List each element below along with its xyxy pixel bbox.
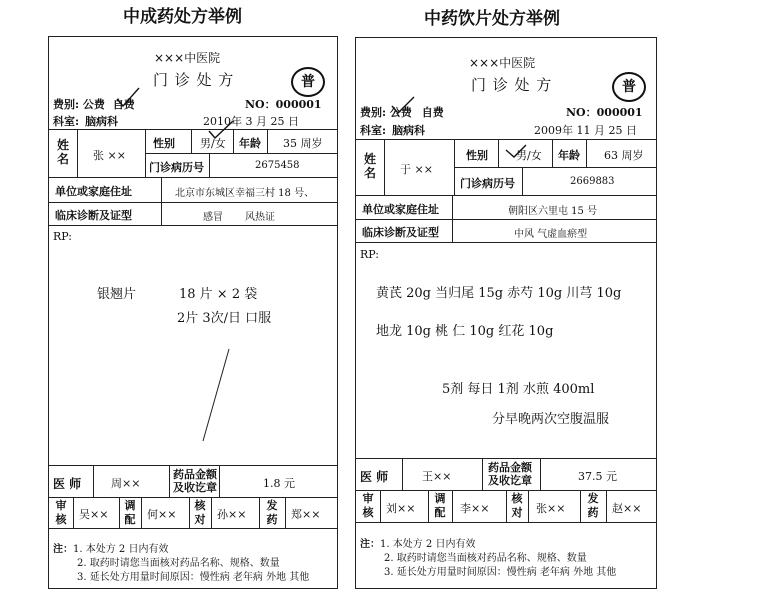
right-name-label xyxy=(363,152,377,180)
left-fee-public: 公费 xyxy=(82,98,105,111)
right-title: 门 诊 处 方 xyxy=(471,76,553,94)
left-age-value: 35 周岁 xyxy=(283,137,323,150)
left-issue-value: 郑×× xyxy=(291,508,321,521)
right-review-label-1: 审 xyxy=(362,492,374,505)
left-rx-line1-qty: 18 片 × 2 袋 xyxy=(179,287,258,302)
right-review-label-2: 核 xyxy=(362,506,374,519)
right-rx-line1: 黄芪 20g 当归尾 15g 赤芍 10g 川芎 10g xyxy=(376,286,622,301)
left-rx-line1-name: 银翘片 xyxy=(97,287,137,302)
left-rx-line2: 2片 3次/日 口服 xyxy=(177,311,272,326)
left-dispense-label-2: 配 xyxy=(124,513,136,526)
right-note-head: 注： xyxy=(360,539,380,550)
right-dispense-label-1: 调 xyxy=(434,492,446,505)
left-name-label-2: 名 xyxy=(56,152,69,166)
right-dispense-label xyxy=(433,492,447,520)
right-check-label xyxy=(510,492,524,520)
right-note-3: 3. 延长处方用量时间原因：慢性病 老年病 外地 其他 xyxy=(384,567,617,578)
left-issue-label xyxy=(265,499,279,527)
left-doctor-value: 周×× xyxy=(111,477,141,490)
left-record-value: 2675458 xyxy=(255,160,300,171)
right-amount-label-1: 药品金额 xyxy=(488,461,532,474)
right-review-label xyxy=(361,492,375,520)
right-dept xyxy=(360,122,425,138)
right-name-value: 于 ×× xyxy=(400,163,433,176)
left-name-label xyxy=(56,138,70,166)
right-issue-value: 赵×× xyxy=(612,502,642,515)
right-rp: RP: xyxy=(360,248,379,261)
right-review-value: 刘×× xyxy=(386,502,416,515)
left-doctor-label: 医 师 xyxy=(53,477,82,491)
left-amount-label xyxy=(173,468,217,494)
right-sex-check-icon xyxy=(504,142,528,160)
left-void-slash xyxy=(199,347,233,443)
left-issue-label-1: 发 xyxy=(266,499,278,512)
left-note-head: 注： xyxy=(53,544,73,555)
left-record-label: 门诊病历号 xyxy=(149,161,204,174)
right-heading: 中药饮片处方举例 xyxy=(424,9,560,29)
right-fee-check-icon xyxy=(390,94,416,116)
right-name-label-2: 名 xyxy=(363,166,376,180)
right-note-1: 1. 本处方 2 日内有效 xyxy=(380,539,476,550)
left-check-label-2: 对 xyxy=(194,513,206,526)
left-no-label: NO： xyxy=(245,98,276,111)
left-check-label-1: 核 xyxy=(194,499,206,512)
left-diag-label: 临床诊断及证型 xyxy=(55,209,132,222)
right-diag-label: 临床诊断及证型 xyxy=(362,226,439,239)
left-name-value: 张 ×× xyxy=(93,149,126,162)
left-dispense-label-1: 调 xyxy=(124,499,136,512)
left-check-value: 孙×× xyxy=(217,508,247,521)
right-amount-value: 37.5 元 xyxy=(578,470,617,483)
left-amount-value: 1.8 元 xyxy=(263,477,295,490)
left-address-label: 单位或家庭住址 xyxy=(55,185,132,198)
right-rx-line2: 地龙 10g 桃 仁 10g 红花 10g xyxy=(376,324,554,339)
left-dept xyxy=(53,113,118,129)
right-amount-label xyxy=(488,461,532,487)
right-no-value: 000001 xyxy=(596,106,643,119)
left-note-1: 1. 本处方 2 日内有效 xyxy=(73,544,169,555)
right-address-label: 单位或家庭住址 xyxy=(362,203,439,216)
right-rx-line4: 分早晚两次空腹温服 xyxy=(492,412,610,427)
right-hospital: ×××中医院 xyxy=(469,56,536,70)
right-doctor-label: 医 师 xyxy=(360,470,389,484)
right-fee-public: 公费 xyxy=(389,106,412,119)
left-dept-value: 脑病科 xyxy=(85,115,119,128)
right-prescription xyxy=(355,37,657,589)
right-address-value: 朝阳区六里屯 15 号 xyxy=(508,206,598,217)
right-dispense-value: 李×× xyxy=(460,502,490,515)
right-check-label-1: 核 xyxy=(511,492,523,505)
left-address-value: 北京市东城区幸福三村 18 号、 xyxy=(175,188,315,199)
left-dispense-label xyxy=(123,499,137,527)
left-check-label xyxy=(193,499,207,527)
right-sex-value: 男/女 xyxy=(516,149,542,162)
left-review-label-2: 核 xyxy=(55,513,67,526)
right-name-label-1: 姓 xyxy=(363,152,376,166)
right-issue-label-2: 药 xyxy=(587,506,599,519)
right-age-label: 年龄 xyxy=(558,149,580,162)
right-check-value: 张×× xyxy=(536,502,566,515)
right-diag-value: 中风 气虚血瘀型 xyxy=(514,229,588,240)
right-fee-label: 费别: xyxy=(360,106,387,119)
left-fee-self: 自费 xyxy=(112,98,135,111)
left-no xyxy=(245,96,322,112)
right-age-value: 63 周岁 xyxy=(604,149,644,162)
right-no-label: NO： xyxy=(566,106,597,119)
left-fee-check-icon xyxy=(112,85,141,111)
right-record-label: 门诊病历号 xyxy=(460,177,515,190)
right-rx-line3: 5剂 每日 1剂 水煎 400ml xyxy=(442,382,595,397)
right-note-2: 2. 取药时请您当面核对药品名称、规格、数量 xyxy=(384,553,587,564)
left-name-label-1: 姓 xyxy=(56,138,69,152)
left-issue-label-2: 药 xyxy=(266,513,278,526)
right-dept-value: 脑病科 xyxy=(392,124,426,137)
left-dispense-value: 何×× xyxy=(147,508,177,521)
right-sex-label: 性别 xyxy=(466,149,488,162)
left-fee-label: 费别: xyxy=(53,98,80,111)
left-review-label xyxy=(54,499,68,527)
left-review-value: 吴×× xyxy=(79,508,109,521)
right-date: 2009年 11 月 25 日 xyxy=(534,124,637,137)
left-hospital: ×××中医院 xyxy=(154,51,221,65)
right-check-label-2: 对 xyxy=(511,506,523,519)
right-fee-self: 自费 xyxy=(421,106,444,119)
left-title: 门 诊 处 方 xyxy=(153,71,235,89)
right-amount-label-2: 及收讫章 xyxy=(488,474,532,487)
right-doctor-value: 王×× xyxy=(422,470,452,483)
left-sex-check-icon xyxy=(207,119,235,141)
left-sex-label: 性别 xyxy=(153,137,175,150)
right-dispense-label-2: 配 xyxy=(434,506,446,519)
left-sex-value: 男/女 xyxy=(200,137,226,150)
right-issue-label-1: 发 xyxy=(587,492,599,505)
right-no xyxy=(566,104,643,120)
left-note-2: 2. 取药时请您当面核对药品名称、规格、数量 xyxy=(77,558,280,569)
left-date: 2010年 3 月 25 日 xyxy=(203,115,299,128)
left-amount-label-2: 及收讫章 xyxy=(173,481,217,494)
right-issue-label xyxy=(586,492,600,520)
left-age-label: 年龄 xyxy=(239,137,261,150)
right-stamp: 普 xyxy=(612,72,646,102)
left-heading: 中成药处方举例 xyxy=(123,7,242,27)
left-rp: RP: xyxy=(53,230,72,243)
left-diag-value-1: 感冒 xyxy=(203,212,223,223)
left-amount-label-1: 药品金额 xyxy=(173,468,217,481)
right-record-value: 2669883 xyxy=(570,176,615,187)
left-note-3: 3. 延长处方用量时间原因：慢性病 老年病 外地 其他 xyxy=(77,572,310,583)
left-stamp: 普 xyxy=(291,67,325,97)
left-no-value: 000001 xyxy=(275,98,322,111)
left-diag-value-2: 风热证 xyxy=(245,212,275,223)
left-prescription xyxy=(48,36,338,589)
right-dept-label: 科室: xyxy=(360,124,387,137)
left-review-label-1: 审 xyxy=(55,499,67,512)
left-dept-label: 科室: xyxy=(53,115,80,128)
